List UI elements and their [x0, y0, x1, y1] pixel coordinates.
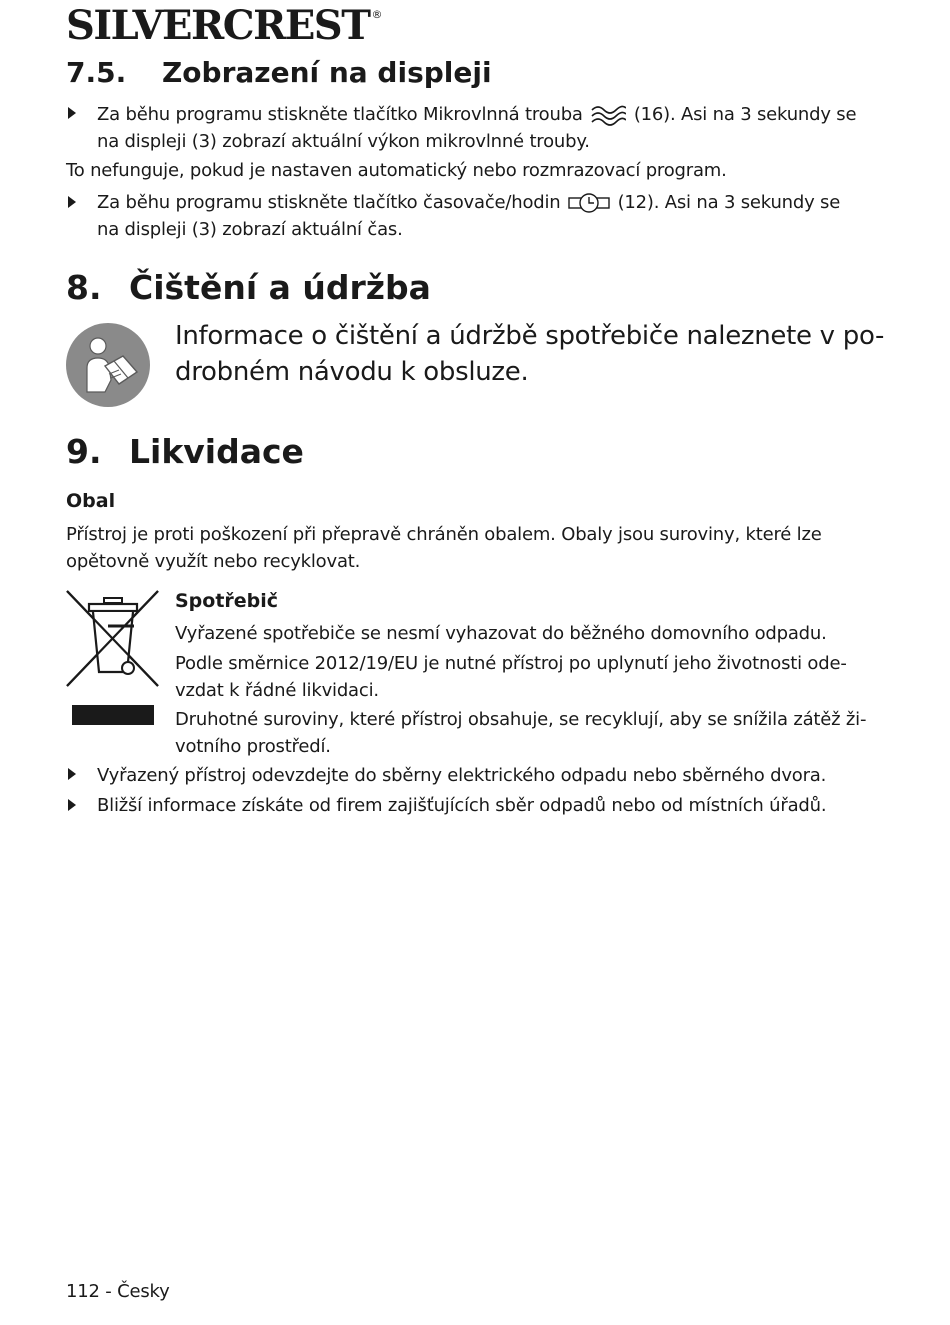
note-text: To nefunguje, pokud je nastaven automatický nebo rozmrazovací program. — [66, 160, 727, 181]
section-8-heading — [66, 268, 431, 307]
appliance-text: Druhotné suroviny, které přístroj obsahuje, se recyklují, aby se snížila zátěž ži- — [175, 709, 867, 730]
care-info-line: Informace o čištění a údržbě spotřebiče naleznete v po- — [175, 321, 885, 351]
appliance-text: votního prostředí. — [175, 736, 331, 757]
disposal-bullet: Vyřazený přístroj odevzdejte do sběrny elektrického odpadu nebo sběrného dvora. — [97, 765, 827, 786]
appliance-text: Podle směrnice 2012/19/EU je nutné přístroj po uplynutí jeho životnosti ode- — [175, 653, 847, 674]
bullet-arrow-icon — [68, 196, 76, 208]
section-9-heading — [66, 432, 304, 471]
crossed-bin-weee-icon — [64, 588, 162, 728]
registered-mark: ® — [371, 8, 381, 21]
appliance-text: Vyřazené spotřebiče se nesmí vyhazovat do běžného domovního odpadu. — [175, 623, 827, 644]
read-manual-icon — [65, 322, 151, 408]
bullet-line: Za běhu programu stiskněte tlačítko časovače/hodin (12). Asi na 3 sekundy se — [97, 192, 841, 213]
section-title: Likvidace — [129, 432, 304, 471]
bullet-arrow-icon — [68, 768, 76, 780]
bullet-arrow-icon — [68, 107, 76, 119]
section-number: 8. — [66, 268, 102, 307]
microwave-waves-icon — [590, 102, 626, 128]
section-number: 9. — [66, 432, 102, 471]
timer-clock-icon — [568, 192, 610, 214]
section-title: Čištění a údržba — [129, 268, 431, 307]
bullet-line: Za běhu programu stiskněte tlačítko Mikrovlnná trouba (16). Asi na 3 sekundy se — [97, 101, 856, 128]
packaging-text: opětovně využít nebo recyklovat. — [66, 551, 361, 572]
bullet-line-continued: na displeji (3) zobrazí aktuální čas. — [97, 219, 403, 240]
care-info-line: drobném návodu k obsluze. — [175, 357, 529, 387]
disposal-bullet: Bližší informace získáte od firem zajišťujících sběr odpadů nebo od místních úřadů. — [97, 795, 827, 816]
bullet-line-continued: na displeji (3) zobrazí aktuální výkon mikrovlnné trouby. — [97, 131, 590, 152]
bullet-arrow-icon — [68, 799, 76, 811]
packaging-text: Přístroj je proti poškození při přepravě chráněn obalem. Obaly jsou suroviny, které lze — [66, 524, 822, 545]
packaging-heading: Obal — [66, 490, 116, 512]
brand-name: SILVERCREST — [66, 2, 370, 49]
section-7-5-heading — [66, 56, 492, 89]
appliance-heading: Spotřebič — [175, 590, 279, 612]
page-footer: 112 - Česky — [66, 1281, 170, 1302]
appliance-text: vzdat k řádné likvidaci. — [175, 680, 379, 701]
brand-logo — [66, 2, 381, 49]
section-number: 7.5. — [66, 56, 127, 89]
section-title: Zobrazení na displeji — [162, 56, 492, 89]
